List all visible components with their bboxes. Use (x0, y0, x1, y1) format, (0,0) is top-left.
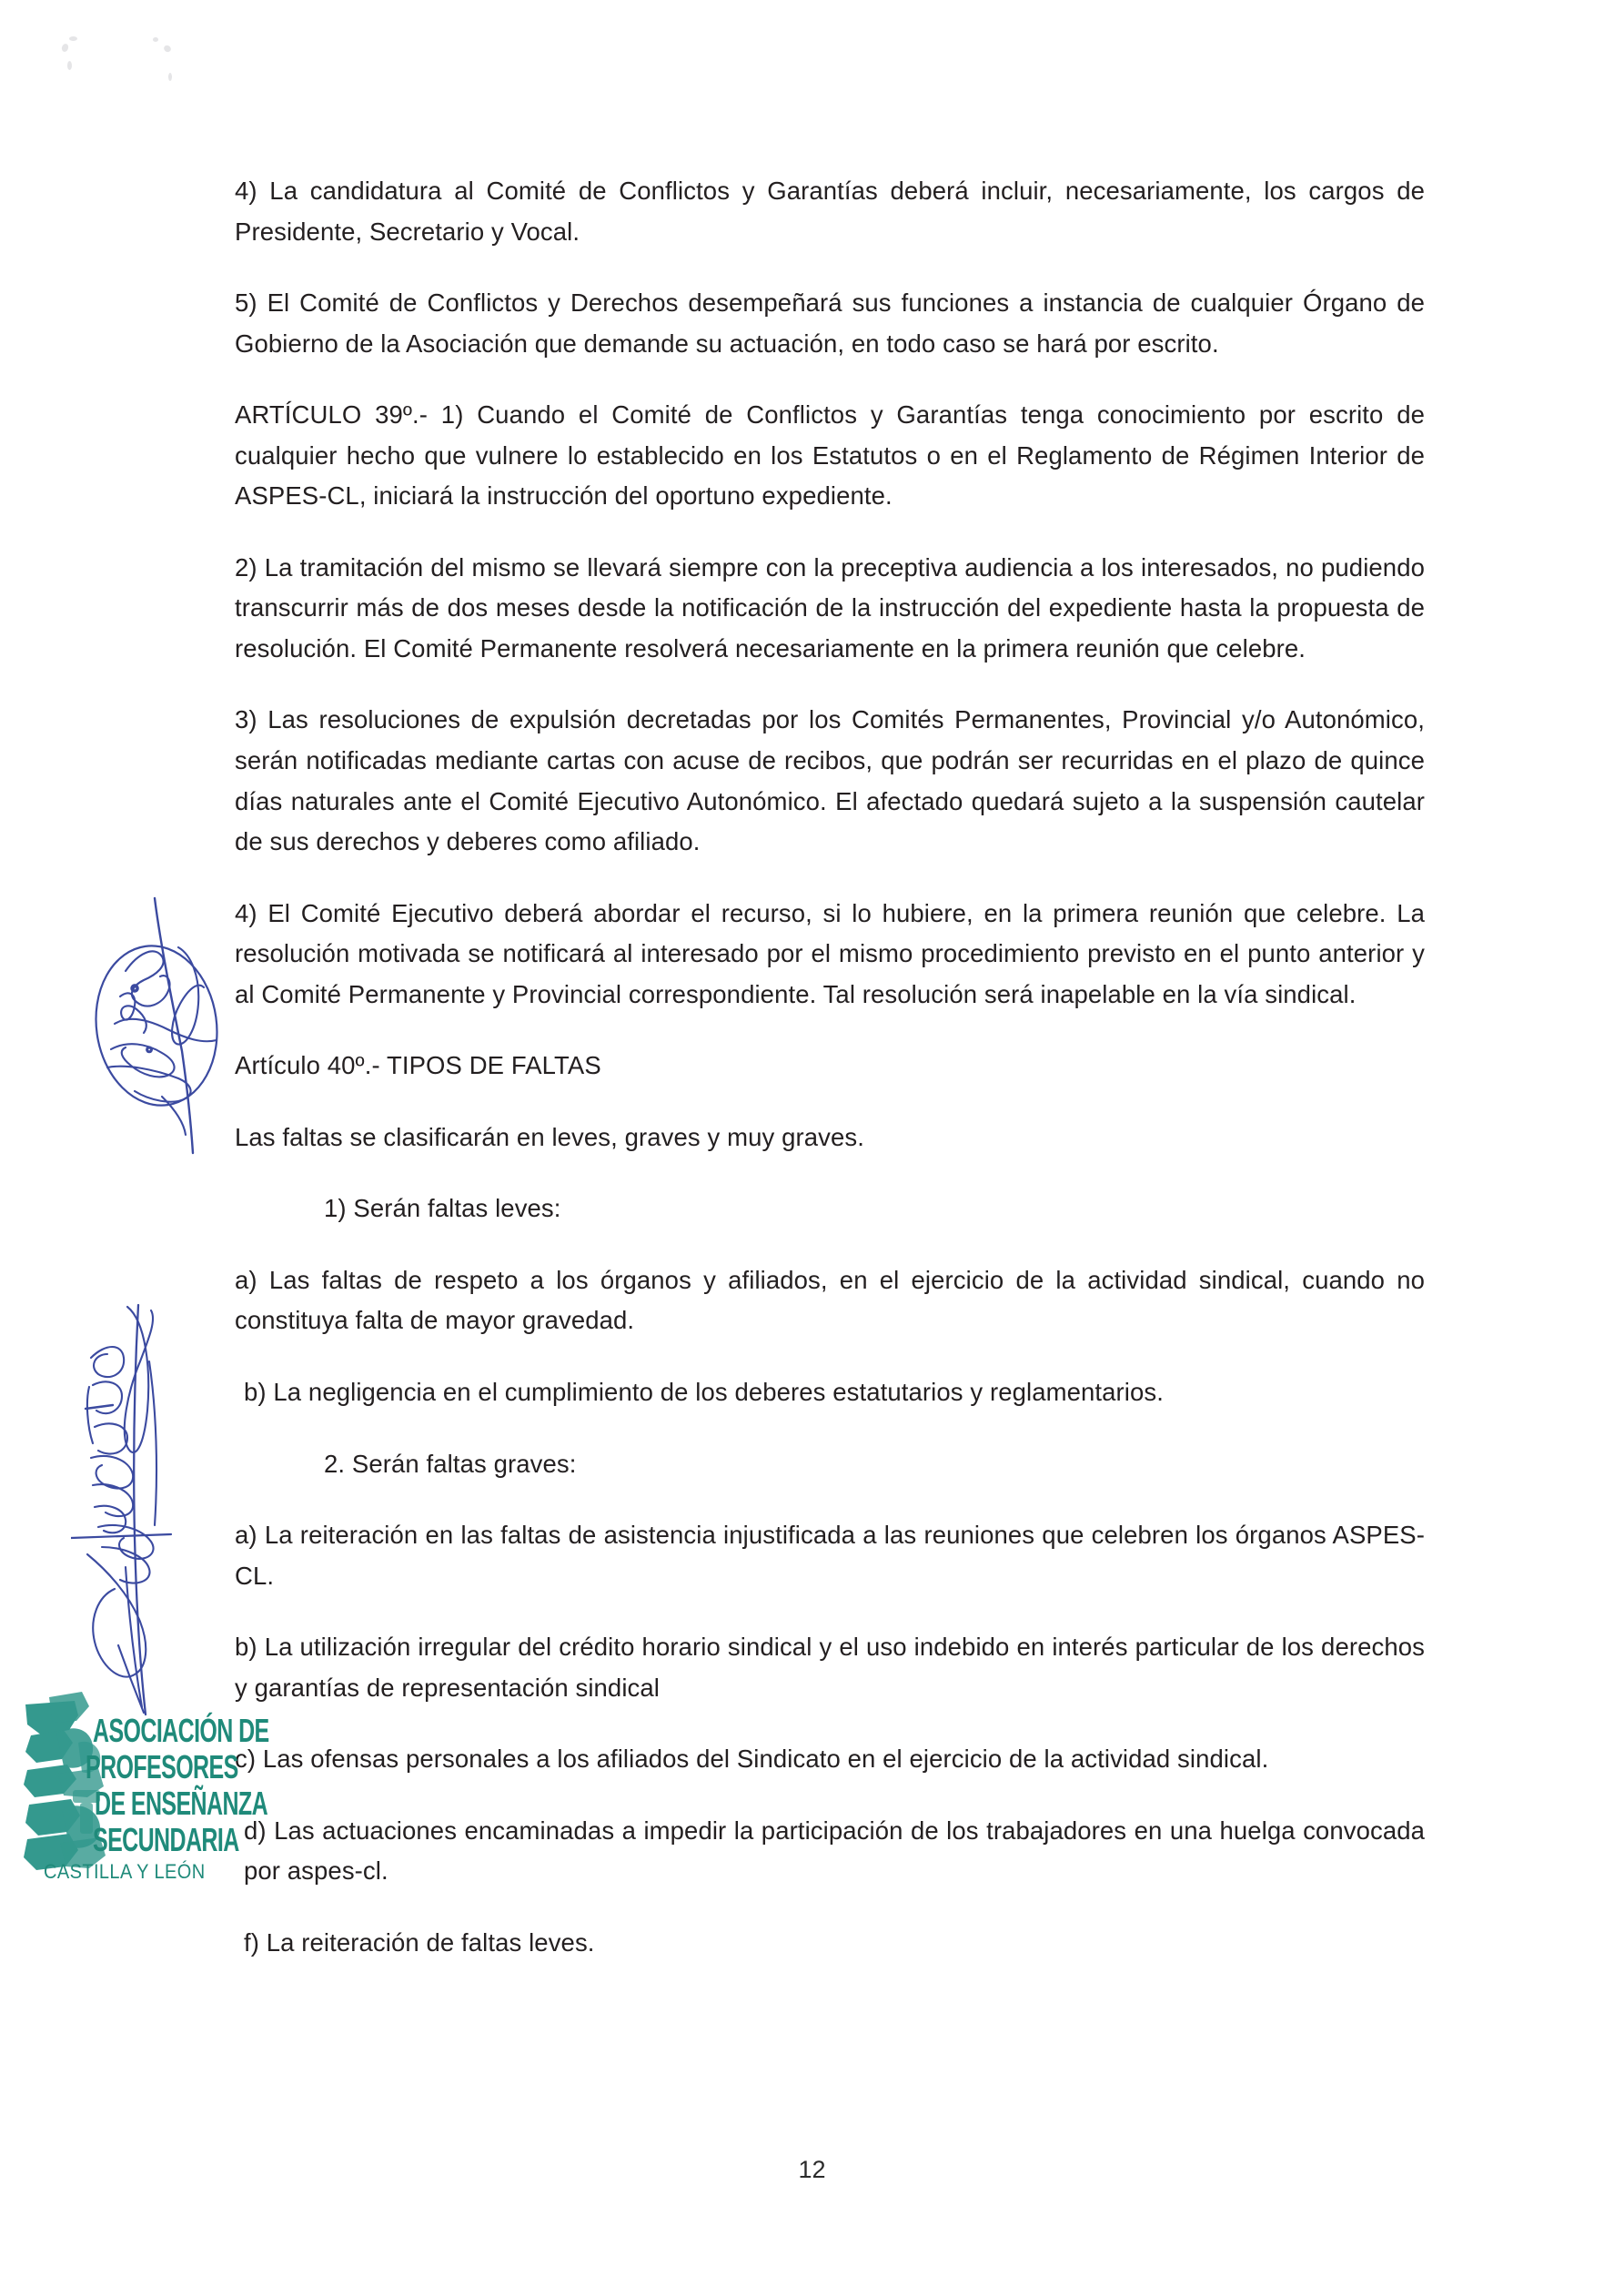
falta-grave-d: d) Las actuaciones encaminadas a impedir la participación de los trabajadores en una huelga convocada por aspes-cl. (244, 1816, 1425, 1886)
scan-speckle (163, 44, 173, 53)
stamp-text-block (44, 1695, 277, 1884)
stamp-line-1: ASOCIACIÓN DE (93, 1713, 269, 1750)
articulo-39-heading-paragraph: ARTÍCULO 39º.- 1) Cuando el Comité de Conflictos y Garantías tenga conocimiento por escrito de cualquier hecho que vulnere lo establecido en los Estatutos o en el Reglamento de Régimen Interior de ASPES-CL, iniciará la instrucción del oportuno expediente. (235, 400, 1425, 511)
scan-speckle (153, 37, 158, 42)
scan-speckle (168, 73, 172, 81)
articulo-39-punto-2: 2) La tramitación del mismo se llevará siempre con la preceptiva audiencia a los interesados, no pudiendo transcurrir más de dos meses desde la notificación de la instrucción del expediente hasta la propuesta de resolución. El Comité Permanente resolverá necesariamente en la primera reunión que celebre. (235, 552, 1425, 663)
paragraph-5-comite-conflictos-derechos: 5) El Comité de Conflictos y Derechos desempeñará sus funciones a instancia de cualquier Órgano de Gobierno de la Asociación que demande su actuación, en todo caso se hará por escrito. (235, 288, 1425, 358)
articulo-40-heading: Artículo 40º.- TIPOS DE FALTAS (235, 1051, 601, 1080)
scan-speckle (61, 43, 70, 53)
falta-grave-b: b) La utilización irregular del crédito horario sindical y el uso indebido en interés particular de los derechos y garantías de representación sindical (235, 1633, 1425, 1702)
falta-grave-c: c) Las ofensas personales a los afiliados del Sindicato en el ejercicio de la actividad sindical. (235, 1745, 1269, 1774)
falta-grave-f: f) La reiteración de faltas leves. (244, 1927, 595, 1957)
faltas-graves-heading: 2. Serán faltas graves: (324, 1449, 577, 1478)
document-body (235, 171, 1425, 1995)
handwritten-signature-middle (71, 1274, 253, 1729)
paragraph-4-candidatura: 4) La candidatura al Comité de Conflictos y Garantías deberá incluir, necesariamente, los cargos de Presidente, Secretario y Vocal. (235, 177, 1425, 246)
falta-grave-a: a) La reiteración en las faltas de asistencia injustificada a las reuniones que celebren los órganos ASPES-CL. (235, 1521, 1425, 1590)
stamp-line-4: SECUNDARIA (93, 1822, 239, 1859)
falta-leve-a: a) Las faltas de respeto a los órganos y afiliados, en el ejercicio de la actividad sindical, cuando no constituya falta de mayor gravedad. (235, 1265, 1425, 1335)
stamp-line-3: DE ENSEÑANZA (95, 1785, 268, 1823)
falta-leve-b: b) La negligencia en el cumplimiento de los deberes estatutarios y reglamentarios. (244, 1378, 1164, 1407)
articulo-39-punto-3: 3) Las resoluciones de expulsión decretadas por los Comités Permanentes, Provincial y/o Autonómico, serán notificadas mediante cartas con acuse de recibos, que podrán ser recurridas en el plazo de quince días naturales ante el Comité Ejecutivo Autonómico. El afectado quedará sujeto a la suspensión cautelar de sus derechos y deberes como afiliado. (235, 705, 1425, 856)
scan-speckle (67, 61, 72, 70)
stamp-line-2: PROFESORES (86, 1749, 238, 1786)
aspes-cl-official-stamp (22, 1679, 278, 1920)
articulo-39-punto-4: 4) El Comité Ejecutivo deberá abordar el recurso, si lo hubiere, en la primera reunión que celebre. La resolución motivada se notificará al interesado por el mismo procedimiento previsto en el punto anterior y al Comité Permanente y Provincial correspondiente. Tal resolución será inapelable en la vía sindical. (235, 898, 1425, 1008)
handwritten-signature-top (84, 887, 247, 1160)
scan-speckle (69, 36, 77, 41)
page-number: 12 (798, 2156, 826, 2183)
clasificacion-de-faltas: Las faltas se clasificarán en leves, graves y muy graves. (235, 1122, 864, 1151)
faltas-leves-heading: 1) Serán faltas leves: (324, 1194, 561, 1223)
stamp-line-5: CASTILLA Y LEÓN (44, 1860, 206, 1884)
